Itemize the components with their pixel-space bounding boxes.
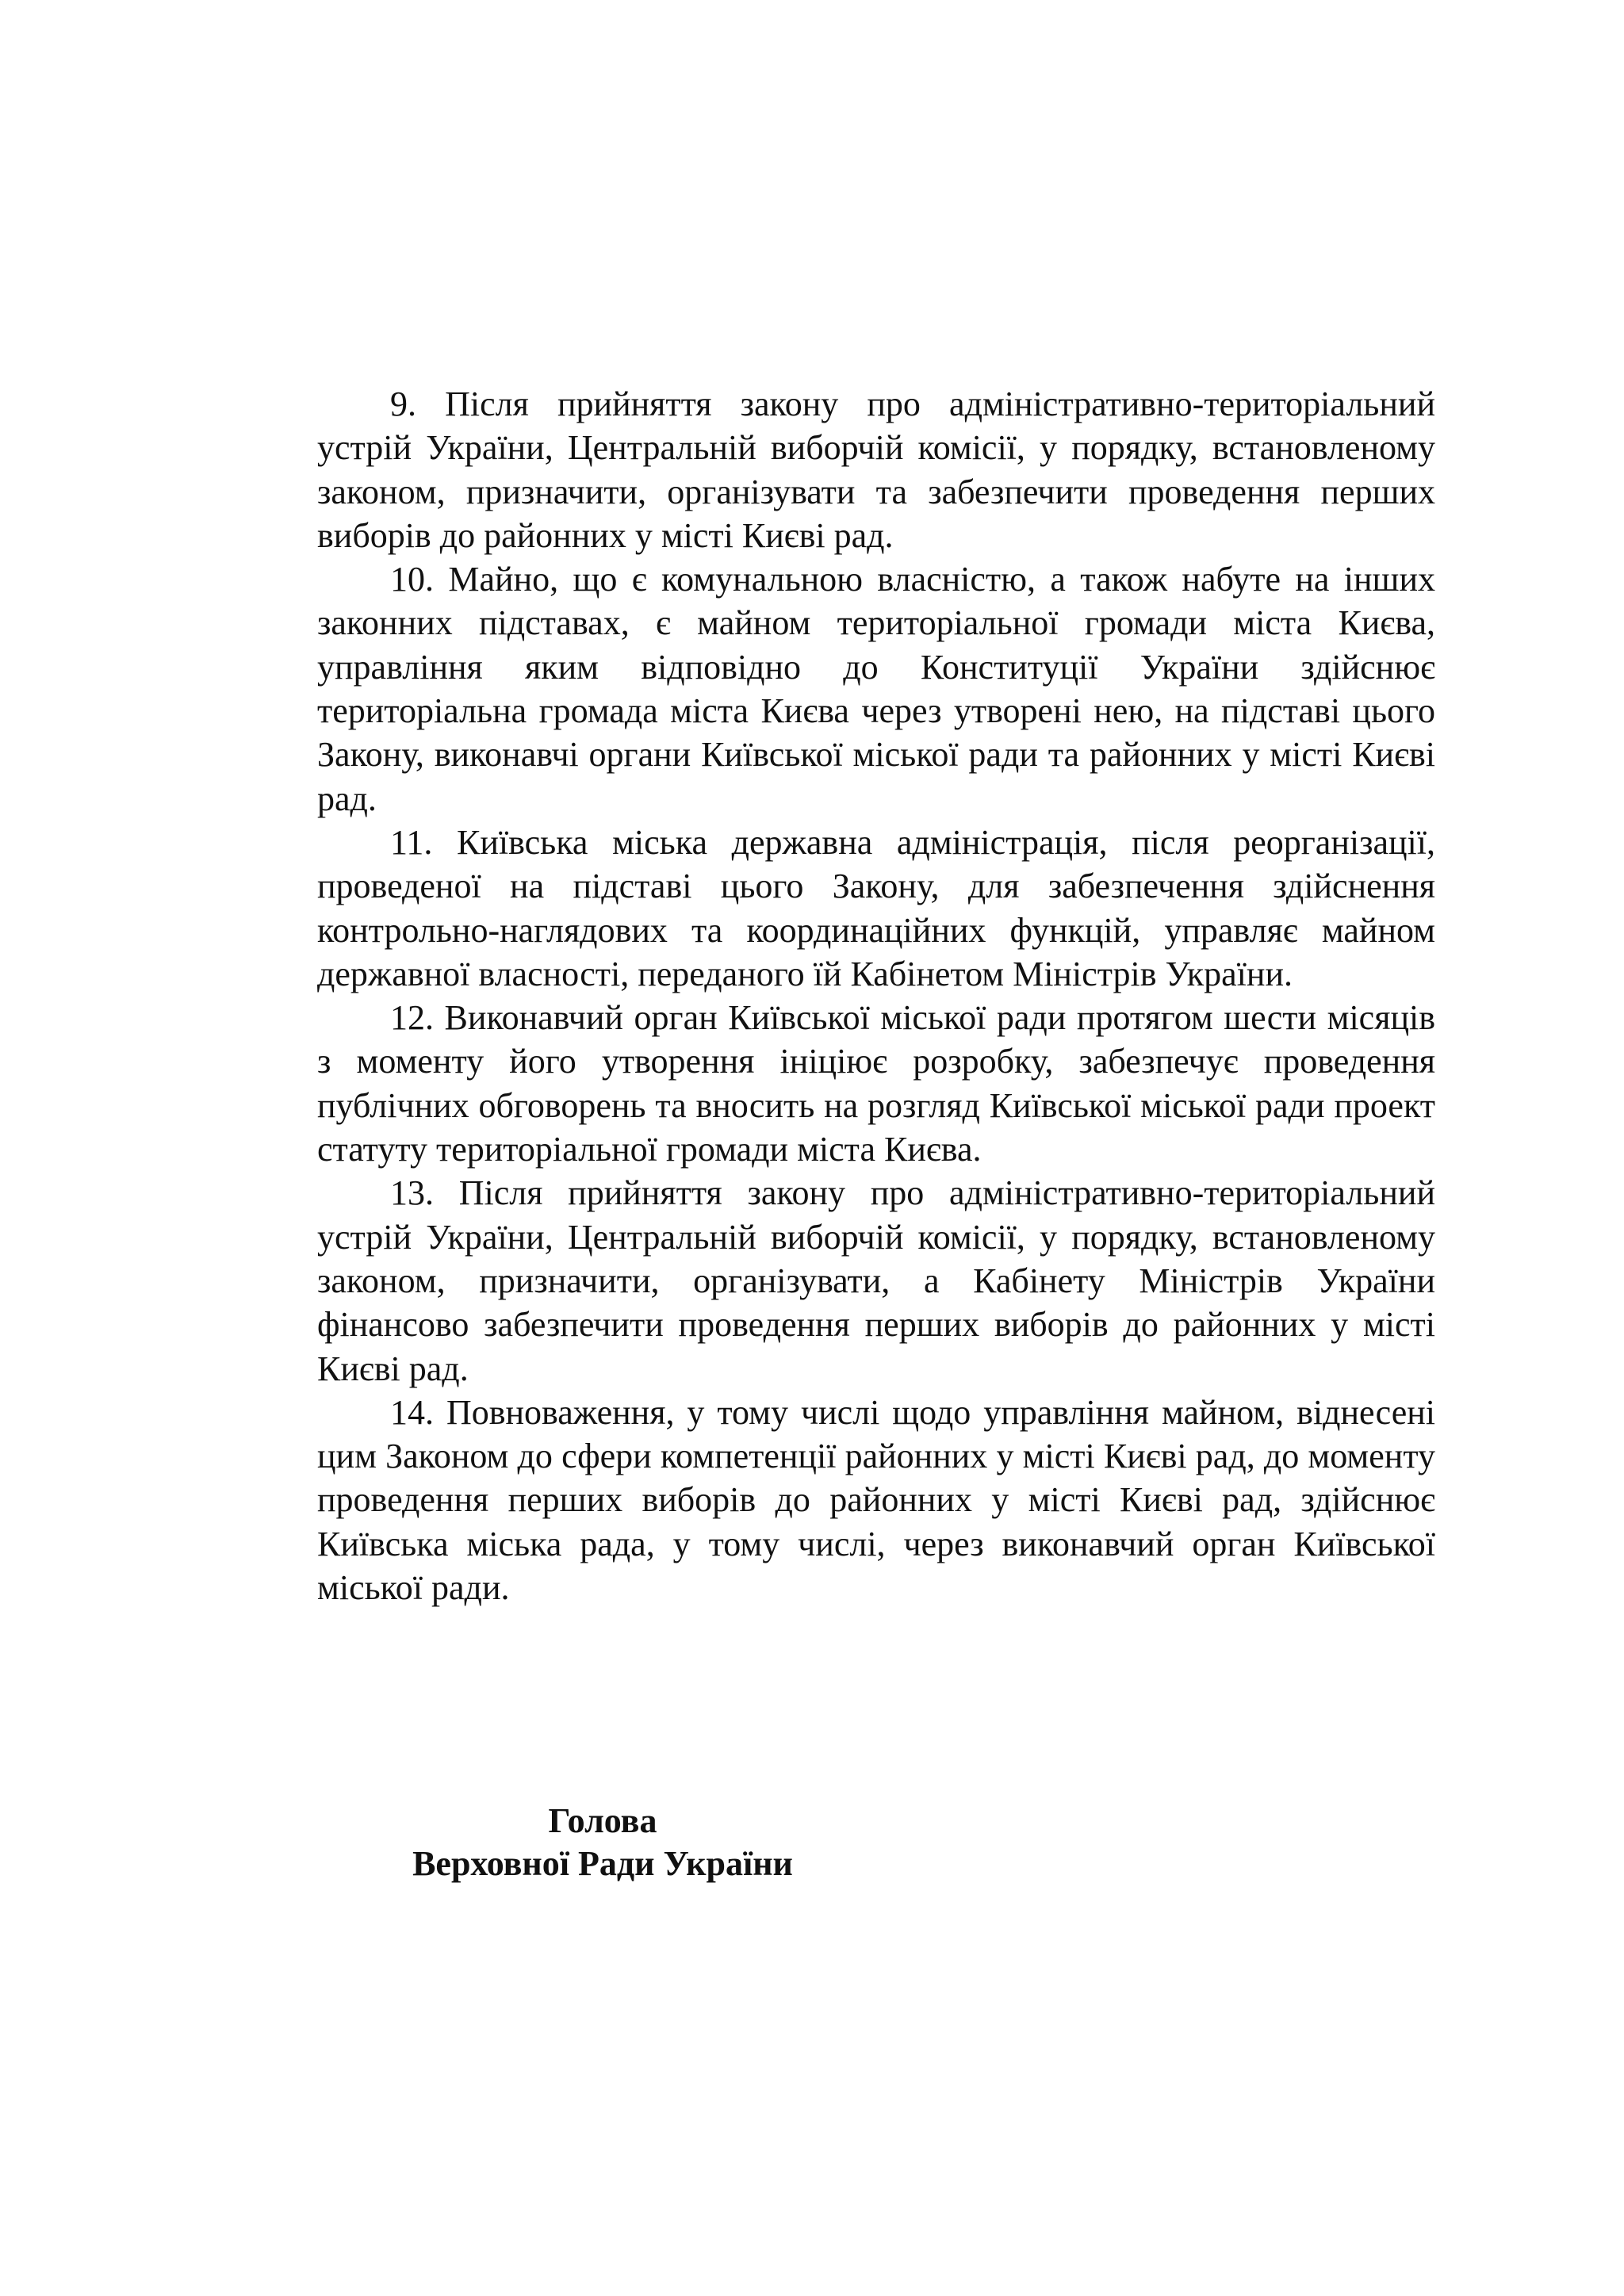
paragraph-9: 9. Після прийняття закону про адміністративно-територіальний устрій України, Центральній виборчій комісії, у порядку, встановленому законом, призначити, організувати та забезпечити проведення перших виборів до районних у місті Києві рад.	[317, 385, 1435, 555]
paragraph-10: 10. Майно, що є комунальною власністю, а також набуте на інших законних підставах, є майном територіальної громади міста Києва, управління яким відповідно до Конституції України здійснює територіальна громада міста Києва через утворені нею, на підставі цього Закону, виконавчі органи Київської міської ради та районних у місті Києві рад.	[317, 560, 1435, 818]
signature-organization: Верховної Ради України	[412, 1844, 793, 1883]
paragraph-12: 12. Виконавчий орган Київської міської ради протягом шести місяців з моменту його утворення ініціює розробку, забезпечує проведення публічних обговорень та вносить на розгляд Київської міської ради проект статуту територіальної громади міста Києва.	[317, 998, 1435, 1169]
signature-title: Голова	[548, 1801, 657, 1840]
paragraph-13: 13. Після прийняття закону про адміністративно-територіальний устрій України, Центральній виборчій комісії, у порядку, встановленому законом, призначити, організувати, а Кабінету Міністрів України фінансово забезпечити проведення перших виборів до районних у місті Києві рад.	[317, 1173, 1435, 1388]
paragraph-14: 14. Повноваження, у тому числі щодо управління майном, віднесені цим Законом до сфери компетенції районних у місті Києві рад, до моменту проведення перших виборів до районних у місті Києві рад, здійснює Київська міська рада, у тому числі, через виконавчий орган Київської міської ради.	[317, 1392, 1435, 1608]
paragraph-11: 11. Київська міська державна адміністрація, після реорганізації, проведеної на підставі цього Закону, для забезпечення здійснення контрольно-наглядових та координаційних функцій, управляє майном державної власності, переданого їй Кабінетом Міністрів України.	[317, 822, 1435, 993]
signature-block	[317, 1800, 888, 1885]
document-body	[317, 382, 1435, 1609]
